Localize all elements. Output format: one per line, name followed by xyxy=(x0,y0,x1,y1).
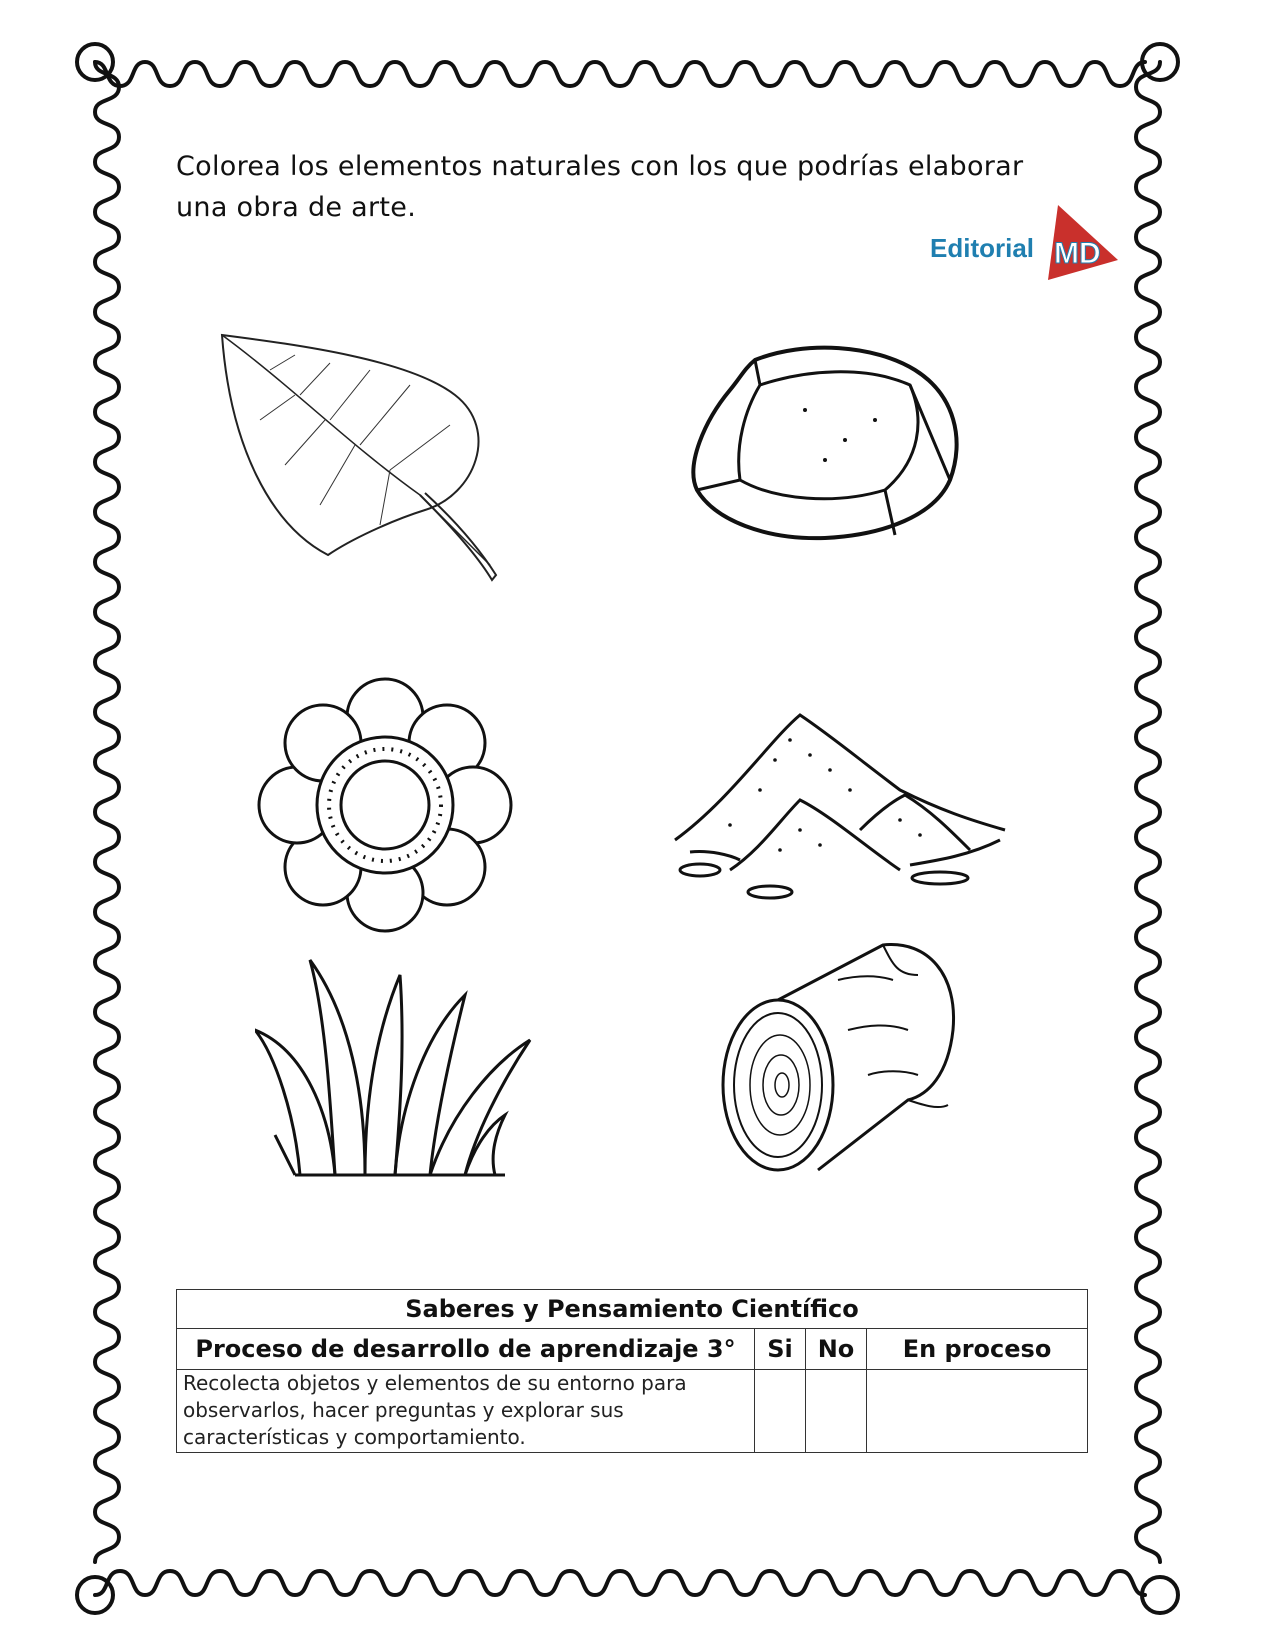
col-header-yes: Si xyxy=(755,1329,806,1370)
yes-checkbox-cell[interactable] xyxy=(755,1370,806,1453)
border-corner-curl xyxy=(1142,1577,1178,1613)
assessment-table xyxy=(176,1289,1088,1453)
no-checkbox-cell[interactable] xyxy=(806,1370,867,1453)
rock-icon xyxy=(685,340,975,550)
border-loop xyxy=(95,62,119,1562)
logo-md-mark-icon xyxy=(1048,205,1118,285)
table-row xyxy=(177,1370,1088,1453)
criterion-cell: Recolecta objetos y elementos de su entorno para observarlos, hacer preguntas y explorar sus características y comportamiento. xyxy=(177,1370,755,1453)
grass-icon xyxy=(255,955,535,1185)
border-loop xyxy=(95,62,1145,86)
flower-icon xyxy=(255,675,515,935)
in-progress-checkbox-cell[interactable] xyxy=(867,1370,1088,1453)
col-header-no: No xyxy=(806,1329,867,1370)
logo-text: Editorial xyxy=(930,233,1035,263)
border-loop xyxy=(1136,62,1160,1562)
table-title: Saberes y Pensamiento Científico xyxy=(177,1290,1088,1329)
log-icon xyxy=(718,935,973,1185)
leaf-icon xyxy=(210,325,520,600)
col-header-in-progress: En proceso xyxy=(867,1329,1088,1370)
col-header-process: Proceso de desarrollo de aprendizaje 3° xyxy=(177,1329,755,1370)
border-loop xyxy=(95,1571,1145,1595)
publisher-logo xyxy=(930,205,1115,285)
svg-text:MD: MD xyxy=(1054,237,1101,270)
sand-pile-icon xyxy=(670,710,1010,900)
instruction-text: Colorea los elementos naturales con los que podrías elaborar una obra de arte. xyxy=(176,151,1024,223)
